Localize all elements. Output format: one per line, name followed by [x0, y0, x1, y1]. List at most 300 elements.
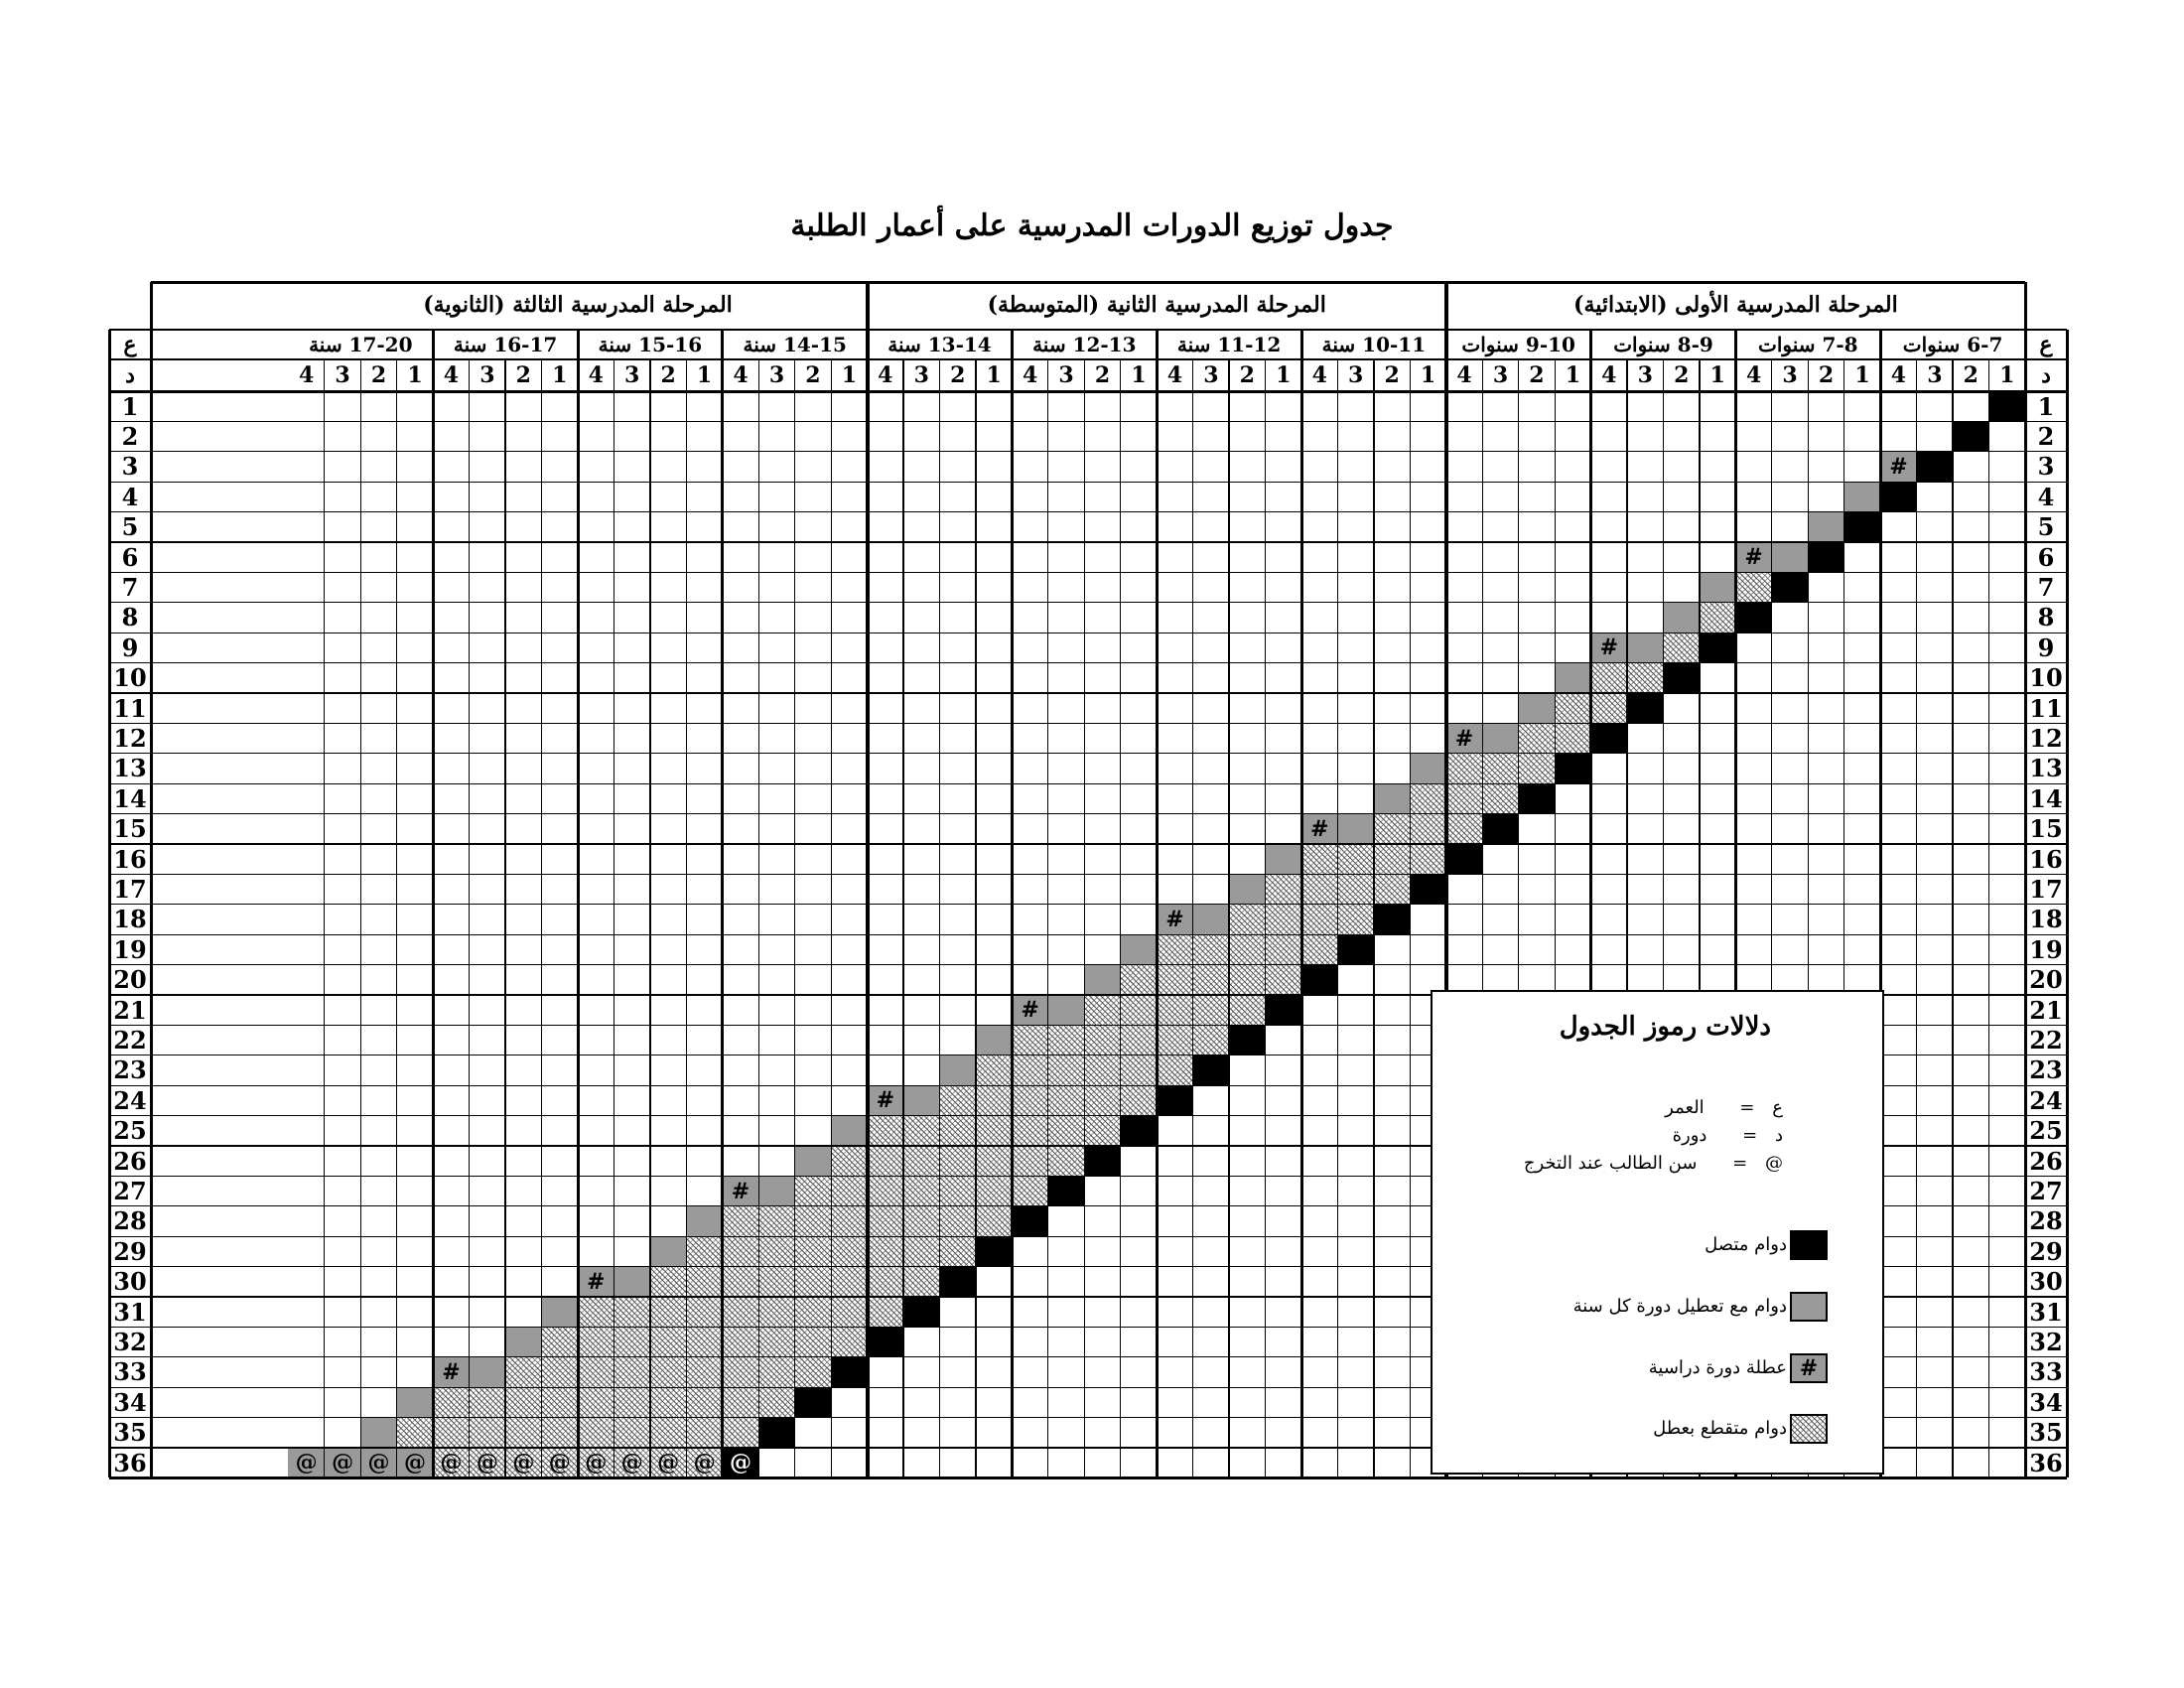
- course-number: 4: [1311, 362, 1327, 388]
- course-number: 3: [1782, 362, 1798, 388]
- row-number: 27: [113, 1177, 147, 1206]
- grid-cell-hatch: [470, 1418, 505, 1448]
- grid-cell-black: [868, 1327, 903, 1356]
- age-group-header: 12-13 سنة: [1032, 333, 1137, 356]
- grid-cell-hatch: [1266, 874, 1301, 904]
- legend-def-age: [1665, 1097, 1783, 1118]
- row-number: 3: [121, 452, 139, 482]
- row-number: 12: [2029, 724, 2063, 754]
- grid-cell-hatch: [1374, 874, 1410, 904]
- course-number: 2: [1384, 362, 1400, 388]
- grid-cell-hatch: [795, 1297, 831, 1327]
- grid-line: [109, 723, 2067, 724]
- graduation-mark: @: [476, 1450, 498, 1477]
- grid-line: [109, 934, 2067, 935]
- grid-cell-hatch: [1157, 1055, 1192, 1085]
- grid-cell-hatch: [470, 1387, 505, 1417]
- grid-cell-gray: [976, 1025, 1012, 1055]
- row-number: 2: [2037, 422, 2055, 452]
- row-number: 2: [121, 422, 139, 452]
- course-number: 1: [696, 362, 713, 388]
- graduation-mark: @: [620, 1450, 643, 1477]
- grid-cell-hatch: [542, 1357, 578, 1387]
- grid-cell-hatch: [723, 1206, 758, 1236]
- grid-line: [1084, 359, 1085, 1477]
- stage-header: المرحلة المدرسية الثالثة (الثانوية): [423, 292, 733, 318]
- grid-cell-hatch: [1301, 905, 1337, 934]
- row-number: 28: [2029, 1206, 2063, 1236]
- grid-cell-hatch: [1446, 754, 1482, 783]
- grid-cell-gray: [903, 1085, 939, 1115]
- grid-cell-gray: [1627, 633, 1663, 662]
- row-number: 11: [113, 693, 147, 723]
- course-number: 1: [1709, 362, 1725, 388]
- course-number: 1: [986, 362, 1002, 388]
- course-number: 1: [1420, 362, 1436, 388]
- grid-cell-hatch: [868, 1206, 903, 1236]
- grid-cell-hatch: [723, 1387, 758, 1417]
- grid-cell-hatch: [1664, 633, 1700, 662]
- grid-cell-hatch: [1591, 693, 1627, 723]
- grid-line: [109, 904, 2067, 905]
- row-number: 4: [121, 482, 139, 511]
- grid-line: [1156, 330, 1159, 1477]
- grid-cell-hatch: [903, 1206, 939, 1236]
- grid-cell-hatch: [1555, 693, 1590, 723]
- grid-cell-gray: [795, 1146, 831, 1176]
- grid-line: [794, 359, 795, 1477]
- holiday-mark: #: [1744, 544, 1763, 571]
- grid-cell-gray: [1266, 844, 1301, 874]
- grid-cell-black: [1193, 1055, 1229, 1085]
- graduation-mark: @: [730, 1450, 752, 1477]
- grid-cell-hatch: [795, 1267, 831, 1297]
- legend-def-eq: =: [1739, 1097, 1755, 1118]
- grid-line: [758, 359, 759, 1477]
- holiday-mark: #: [1165, 906, 1184, 932]
- grid-line: [1011, 330, 1014, 1477]
- grid-line: [649, 359, 650, 1477]
- course-number: 1: [1854, 362, 1870, 388]
- row-number: 12: [113, 724, 147, 754]
- grid-line: [109, 451, 2067, 452]
- grid-cell-black: [1446, 844, 1482, 874]
- grid-cell-hatch: [578, 1327, 614, 1356]
- grid-cell-hatch: [868, 1297, 903, 1327]
- grid-line: [831, 359, 832, 1477]
- grid-cell-hatch: [1591, 663, 1627, 693]
- grid-cell-hatch: [831, 1297, 867, 1327]
- grid-cell-gray: [505, 1327, 541, 1356]
- grid-cell-hatch: [650, 1418, 686, 1448]
- grid-cell-hatch: [650, 1267, 686, 1297]
- grid-cell-black: [758, 1418, 794, 1448]
- row-number: 19: [2029, 934, 2063, 964]
- grid-line: [469, 359, 470, 1477]
- grid-cell-hatch: [1084, 1116, 1120, 1146]
- grid-line: [432, 330, 435, 1477]
- grid-cell-hatch: [831, 1236, 867, 1266]
- grid-cell-black: [1519, 783, 1555, 813]
- grid-cell-hatch: [1410, 814, 1445, 844]
- grid-cell-hatch: [976, 1206, 1012, 1236]
- grid-cell-black: [1121, 1116, 1157, 1146]
- legend-item-interrupted: دوام مع تعطيل دورة كل سنة: [1572, 1296, 1787, 1317]
- graduation-mark: @: [693, 1450, 716, 1477]
- row-number: 29: [2029, 1236, 2063, 1266]
- grid-cell-hatch: [940, 1236, 976, 1266]
- row-number: 30: [2029, 1267, 2063, 1297]
- course-number: 3: [1348, 362, 1364, 388]
- grid-cell-hatch: [686, 1327, 722, 1356]
- grid-cell-hatch: [578, 1418, 614, 1448]
- row-number: 31: [113, 1297, 147, 1327]
- grid-line: [109, 843, 2067, 844]
- grid-cell-hatch: [1084, 1025, 1120, 1055]
- grid-cell-hatch: [1482, 783, 1518, 813]
- stage-header: المرحلة المدرسية الأولى (الابتدائية): [1573, 292, 1898, 318]
- course-number: 4: [588, 362, 604, 388]
- graduation-mark: @: [403, 1450, 426, 1477]
- grid-cell-black: [1953, 421, 1988, 451]
- course-number: 4: [1022, 362, 1038, 388]
- age-group-header: 7-8 سنوات: [1757, 333, 1858, 356]
- grid-cell-hatch: [505, 1357, 541, 1387]
- row-number: 3: [2037, 452, 2055, 482]
- grid-cell-hatch: [397, 1418, 433, 1448]
- grid-cell-black: [1012, 1206, 1047, 1236]
- grid-cell-hatch: [723, 1357, 758, 1387]
- age-group-header: 11-12 سنة: [1176, 333, 1282, 356]
- grid-cell-hatch: [1084, 1055, 1120, 1085]
- row-number: 27: [2029, 1177, 2063, 1206]
- grid-cell-hatch: [1482, 754, 1518, 783]
- grid-line: [109, 541, 2067, 542]
- grid-cell-black: [1989, 391, 2025, 421]
- grid-cell-gray: [650, 1236, 686, 1266]
- grid-line: [109, 1477, 2067, 1479]
- stage-header: المرحلة المدرسية الثانية (المتوسطة): [987, 292, 1326, 318]
- grid-cell-hatch: [686, 1387, 722, 1417]
- grid-cell-hatch: [903, 1176, 939, 1205]
- grid-cell-hatch: [650, 1387, 686, 1417]
- grid-cell-hatch: [1519, 754, 1555, 783]
- grid-cell-hatch: [1266, 965, 1301, 995]
- course-number: 4: [733, 362, 749, 388]
- grid-cell-hatch: [578, 1357, 614, 1387]
- course-number: 2: [515, 362, 531, 388]
- grid-cell-hatch: [1266, 934, 1301, 964]
- grid-cell-hatch: [1012, 1116, 1047, 1146]
- graduation-mark: @: [657, 1450, 680, 1477]
- row-number: 8: [2037, 603, 2055, 633]
- graduation-mark: @: [332, 1450, 354, 1477]
- row-number: 17: [2029, 875, 2063, 905]
- grid-cell-hatch: [831, 1327, 867, 1356]
- grid-line: [109, 692, 2067, 693]
- grid-cell-hatch: [976, 1176, 1012, 1205]
- grid-cell-hatch: [723, 1418, 758, 1448]
- grid-cell-black: [795, 1387, 831, 1417]
- grid-cell-hatch: [1301, 934, 1337, 964]
- grid-cell-hatch: [1157, 995, 1192, 1025]
- course-number: 4: [1745, 362, 1762, 388]
- course-number: 2: [1529, 362, 1545, 388]
- grid-cell-hatch: [1157, 934, 1192, 964]
- grid-cell-black: [1266, 995, 1301, 1025]
- grid-cell-hatch: [1121, 995, 1157, 1025]
- row-number: 9: [121, 633, 139, 662]
- grid-cell-hatch: [868, 1176, 903, 1205]
- grid-cell-hatch: [1555, 723, 1590, 753]
- row-number: 1: [2037, 391, 2055, 421]
- grid-cell-hatch: [903, 1146, 939, 1176]
- grid-cell-hatch: [650, 1357, 686, 1387]
- grid-line: [109, 572, 2067, 573]
- holiday-mark: #: [1310, 815, 1329, 842]
- age-group-header: 6-7 سنوات: [1902, 333, 2003, 356]
- grid-cell-hatch: [1627, 663, 1663, 693]
- grid-cell-hatch: [1337, 844, 1373, 874]
- course-number: 4: [878, 362, 893, 388]
- graduation-mark: @: [512, 1450, 535, 1477]
- grid-cell-hatch: [758, 1236, 794, 1266]
- grid-cell-gray: [686, 1206, 722, 1236]
- course-number: 3: [1927, 362, 1943, 388]
- row-number: 18: [2029, 905, 2063, 934]
- grid-cell-black: [1374, 905, 1410, 934]
- grid-cell-hatch: [1519, 723, 1555, 753]
- holiday-mark: #: [587, 1268, 606, 1295]
- grid-cell-gray: [940, 1055, 976, 1085]
- grid-cell-hatch: [1229, 934, 1265, 964]
- row-number: 5: [121, 512, 139, 542]
- grid-cell-hatch: [1337, 905, 1373, 934]
- row-number: 25: [113, 1116, 147, 1146]
- grid-cell-hatch: [868, 1116, 903, 1146]
- row-number: 20: [2029, 965, 2063, 995]
- grid-cell-gray: [542, 1297, 578, 1327]
- legend-def-meaning: العمر: [1665, 1097, 1705, 1118]
- page-title: جدول توزيع الدورات المدرسية على أعمار الطلبة: [790, 209, 1394, 243]
- course-number: 2: [805, 362, 821, 388]
- legend-box: [1431, 990, 1884, 1475]
- grid-cell-hatch: [976, 1116, 1012, 1146]
- grid-cell-gray: [1555, 663, 1590, 693]
- row-number: 33: [113, 1357, 147, 1387]
- row-number: 35: [113, 1418, 147, 1448]
- graduation-mark: @: [367, 1450, 390, 1477]
- course-number: 3: [1492, 362, 1509, 388]
- grid-cell-gray: [1374, 783, 1410, 813]
- legend-item-holiday: عطلة دورة دراسية: [1648, 1357, 1787, 1378]
- grid-cell-hatch: [1410, 783, 1445, 813]
- grid-cell-black: [1844, 512, 1880, 542]
- grid-cell-black: [1555, 754, 1590, 783]
- grid-line: [1228, 359, 1229, 1477]
- grid-cell-hatch: [1012, 1146, 1047, 1176]
- grid-cell-black: [1229, 1025, 1265, 1055]
- grid-cell-hatch: [1012, 1055, 1047, 1085]
- row-number: 14: [113, 783, 147, 813]
- grid-cell-hatch: [686, 1357, 722, 1387]
- course-number: 4: [443, 362, 460, 388]
- course-number: 3: [1203, 362, 1219, 388]
- grid-cell-hatch: [433, 1387, 469, 1417]
- grid-cell-hatch: [795, 1327, 831, 1356]
- course-number: 3: [479, 362, 495, 388]
- grid-cell-hatch: [686, 1267, 722, 1297]
- legend-def-graduation: [1524, 1153, 1783, 1174]
- age-group-header: 17-20 سنة: [309, 333, 413, 356]
- holiday-mark: #: [1021, 997, 1039, 1024]
- course-number: 1: [1565, 362, 1581, 388]
- grid-cell-hatch: [1121, 1055, 1157, 1085]
- course-number: 1: [1131, 362, 1147, 388]
- row-number: 25: [2029, 1116, 2063, 1146]
- row-number: 31: [2029, 1297, 2063, 1327]
- grid-cell-hatch: [1193, 934, 1229, 964]
- grid-cell-hatch: [758, 1267, 794, 1297]
- grid-cell-hatch: [1048, 1055, 1084, 1085]
- row-number: 13: [113, 754, 147, 783]
- grid-line: [1192, 359, 1193, 1477]
- row-number: 18: [113, 905, 147, 934]
- grid-cell-hatch: [903, 1267, 939, 1297]
- grid-cell-hatch: [686, 1236, 722, 1266]
- grid-cell-black: [976, 1236, 1012, 1266]
- grid-cell-gray: [470, 1357, 505, 1387]
- holiday-mark: #: [442, 1358, 461, 1385]
- holiday-mark: #: [876, 1087, 895, 1114]
- age-column-header: ع: [2039, 332, 2053, 357]
- row-number: 36: [113, 1448, 147, 1477]
- grid-cell-hatch: [1121, 1085, 1157, 1115]
- grid-cell-hatch: [795, 1176, 831, 1205]
- legend-item-continuous: دوام متصل: [1705, 1234, 1787, 1255]
- grid-line: [721, 330, 724, 1477]
- age-group-header: 9-10 سنوات: [1461, 333, 1575, 356]
- legend-swatch-continuous: [1790, 1230, 1828, 1260]
- grid-cell-hatch: [1193, 965, 1229, 995]
- grid-cell-hatch: [1700, 603, 1735, 633]
- grid-cell-gray: [397, 1387, 433, 1417]
- grid-cell-hatch: [868, 1146, 903, 1176]
- grid-cell-gray: [614, 1267, 649, 1297]
- grid-cell-hatch: [1410, 844, 1445, 874]
- grid-cell-hatch: [1446, 814, 1482, 844]
- row-number: 24: [113, 1085, 147, 1115]
- age-group-header: 13-14 سنة: [887, 333, 992, 356]
- legend-def-course: [1673, 1125, 1783, 1146]
- grid-cell-gray: [1519, 693, 1555, 723]
- row-number: 4: [2037, 482, 2055, 511]
- age-group-header: 8-9 سنوات: [1613, 333, 1713, 356]
- grid-line: [866, 282, 870, 1477]
- row-number: 11: [2029, 693, 2063, 723]
- grid-cell-hatch: [723, 1297, 758, 1327]
- grid-line: [1265, 359, 1266, 1477]
- grid-line: [504, 359, 505, 1477]
- row-number: 34: [113, 1387, 147, 1417]
- grid-line: [109, 662, 2067, 663]
- grid-cell-hatch: [614, 1327, 649, 1356]
- row-number: 26: [2029, 1146, 2063, 1176]
- grid-cell-hatch: [1229, 965, 1265, 995]
- grid-line: [975, 359, 976, 1477]
- grid-cell-hatch: [795, 1357, 831, 1387]
- row-number: 21: [2029, 995, 2063, 1025]
- grid-line: [541, 359, 542, 1477]
- grid-cell-hatch: [542, 1387, 578, 1417]
- row-number: 34: [2029, 1387, 2063, 1417]
- course-number: 2: [950, 362, 966, 388]
- grid-line: [939, 359, 940, 1477]
- row-number: 10: [113, 663, 147, 693]
- grid-line: [1300, 330, 1303, 1477]
- grid-cell-gray: [1808, 512, 1843, 542]
- grid-line: [396, 359, 397, 1477]
- legend-item-hatched: دوام متقطع بعطل: [1653, 1418, 1787, 1439]
- grid-cell-gray: [831, 1116, 867, 1146]
- row-number: 15: [113, 814, 147, 844]
- legend-swatch-interrupted: [1790, 1292, 1828, 1322]
- grid-cell-hatch: [1048, 1085, 1084, 1115]
- grid-line: [1916, 359, 1917, 1477]
- legend-swatch-holiday: #: [1790, 1353, 1828, 1383]
- grid-cell-hatch: [1048, 1116, 1084, 1146]
- course-number: 3: [1058, 362, 1074, 388]
- grid-cell-hatch: [868, 1267, 903, 1297]
- grid-cell-hatch: [758, 1297, 794, 1327]
- grid-cell-hatch: [868, 1236, 903, 1266]
- grid-cell-black: [1808, 542, 1843, 572]
- grid-cell-hatch: [976, 1055, 1012, 1085]
- grid-line: [1410, 359, 1411, 1477]
- row-number: 28: [113, 1206, 147, 1236]
- row-number: 23: [113, 1055, 147, 1085]
- grid-cell-hatch: [940, 1176, 976, 1205]
- age-group-header: 10-11 سنة: [1321, 333, 1427, 356]
- row-number: 32: [113, 1328, 147, 1357]
- grid-cell-black: [1337, 934, 1373, 964]
- grid-cell-hatch: [650, 1327, 686, 1356]
- row-number: 32: [2029, 1328, 2063, 1357]
- grid-cell-hatch: [758, 1387, 794, 1417]
- row-number: 14: [2029, 783, 2063, 813]
- grid-line: [360, 359, 361, 1477]
- row-number: 1: [121, 391, 139, 421]
- course-number: 2: [1818, 362, 1835, 388]
- grid-cell-hatch: [723, 1327, 758, 1356]
- grid-cell-hatch: [1157, 1025, 1192, 1055]
- grid-cell-hatch: [976, 1146, 1012, 1176]
- grid-cell-gray: [1772, 542, 1808, 572]
- row-number: 33: [2029, 1357, 2063, 1387]
- row-number: 8: [121, 603, 139, 633]
- grid-cell-gray: [1664, 603, 1700, 633]
- grid-cell-hatch: [1012, 1176, 1047, 1205]
- grid-cell-hatch: [1012, 1085, 1047, 1115]
- legend-title: دلالات رموز الجدول: [1559, 1012, 1771, 1042]
- grid-line: [324, 359, 325, 1477]
- grid-cell-hatch: [505, 1418, 541, 1448]
- grid-cell-hatch: [1301, 874, 1337, 904]
- grid-cell-black: [940, 1267, 976, 1297]
- grid-cell-hatch: [795, 1236, 831, 1266]
- course-number: 3: [624, 362, 640, 388]
- grid-cell-hatch: [795, 1206, 831, 1236]
